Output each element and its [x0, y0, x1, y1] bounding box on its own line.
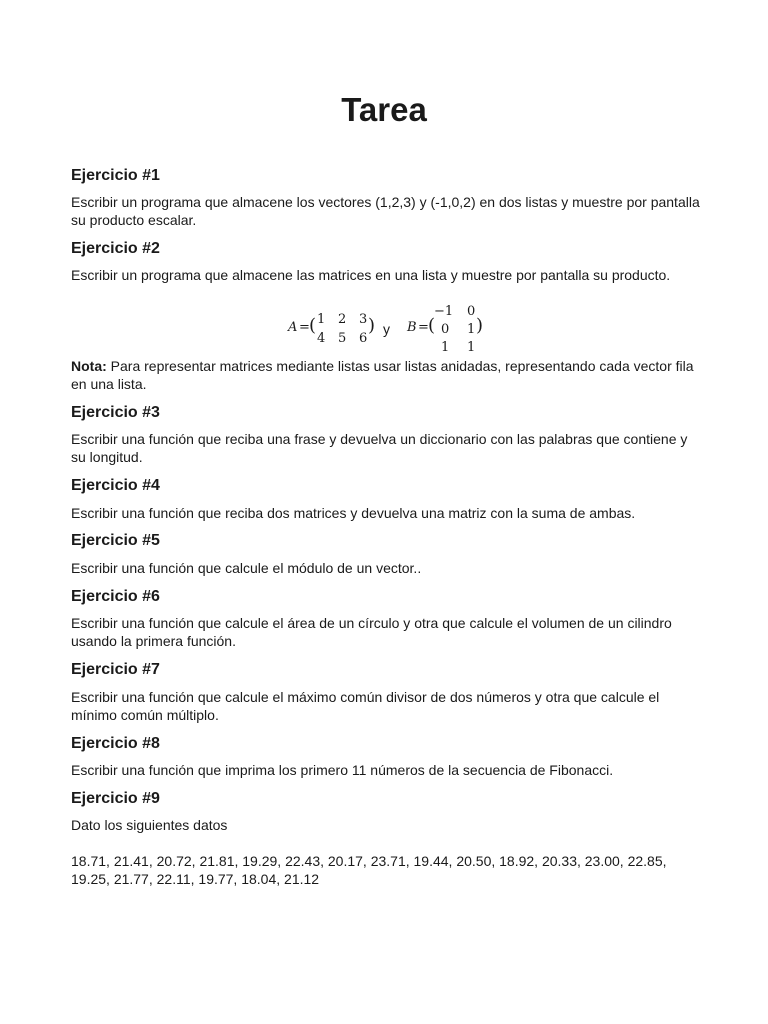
- matrix-a-cell: 5: [338, 331, 347, 346]
- exercise-3-text: Escribir una función que reciba una frase y devuelva un diccionario con las palabras que contiene y su longitud.: [71, 431, 688, 465]
- matrix-b-cell: 1: [467, 322, 476, 337]
- equals-sign: =: [418, 320, 429, 335]
- exercise-7-heading: Ejercicio #7: [71, 661, 160, 678]
- matrix-equation: [286, 304, 496, 355]
- matrix-b-open-paren: (: [428, 315, 436, 336]
- matrix-a-close-paren: ): [368, 315, 376, 336]
- matrix-b-close-paren: ): [476, 315, 484, 336]
- exercise-1-text: Escribir un programa que almacene los vectores (1,2,3) y (-1,0,2) en dos listas y muestre por pantalla su producto escalar.: [71, 194, 700, 228]
- matrix-a-cell: 4: [317, 331, 326, 346]
- matrix-b-cell: 0: [467, 304, 476, 319]
- note-label: Nota:: [71, 358, 107, 374]
- exercise-6-heading: Ejercicio #6: [71, 588, 160, 605]
- matrix-a-cell: 6: [359, 331, 368, 346]
- exercise-4-text: Escribir una función que reciba dos matrices y devuelva una matriz con la suma de ambas.: [71, 505, 636, 521]
- exercise-4-heading: Ejercicio #4: [71, 477, 160, 494]
- exercise-5-text: Escribir una función que calcule el módulo de un vector..: [71, 560, 422, 576]
- exercise-8-text: Escribir una función que imprima los primero 11 números de la secuencia de Fibonacci.: [71, 762, 614, 778]
- exercise-2-note: [71, 357, 701, 393]
- matrix-a-cell: 1: [317, 312, 326, 327]
- matrix-a-label: A: [288, 320, 298, 335]
- matrix-b-cell: 1: [467, 340, 476, 355]
- matrix-b-cell: 1: [441, 340, 450, 355]
- matrix-b-cell: −1: [434, 304, 454, 319]
- page-title: Tarea: [341, 91, 427, 128]
- matrix-a-cell: 2: [338, 312, 347, 327]
- conjunction-y: y: [383, 321, 390, 337]
- equals-sign: =: [299, 320, 310, 335]
- exercise-7-text: Escribir una función que calcule el máximo común divisor de dos números y otra que calcule el mínimo común múltiplo.: [71, 689, 660, 723]
- note-text: Para representar matrices mediante listas usar listas anidadas, representando cada vector fila en una lista.: [71, 358, 694, 392]
- exercise-9-text: Dato los siguientes datos: [71, 817, 228, 833]
- exercise-2-text: Escribir un programa que almacene las matrices en una lista y muestre por pantalla su producto.: [71, 267, 671, 283]
- matrix-b-cell: 0: [441, 322, 450, 337]
- exercise-9-data: 18.71, 21.41, 20.72, 21.81, 19.29, 22.43, 20.17, 23.71, 19.44, 20.50, 18.92, 20.33, 23.00, 22.85, 19.25, 21.77, 22.11, 19.77, 18.04, 21.12: [71, 853, 667, 887]
- exercise-6-text: Escribir una función que calcule el área de un círculo y otra que calcule el volumen de un cilindro usando la primera función.: [71, 615, 672, 649]
- exercise-8-heading: Ejercicio #8: [71, 735, 160, 752]
- matrix-a-open-paren: (: [309, 315, 317, 336]
- exercise-3-heading: Ejercicio #3: [71, 404, 160, 421]
- exercise-1-heading: Ejercicio #1: [71, 167, 160, 184]
- matrix-b-label: B: [407, 320, 417, 335]
- exercise-9-heading: Ejercicio #9: [71, 790, 160, 807]
- exercise-5-heading: Ejercicio #5: [71, 532, 160, 549]
- matrix-a-cell: 3: [359, 312, 368, 327]
- exercise-2-heading: Ejercicio #2: [71, 240, 160, 257]
